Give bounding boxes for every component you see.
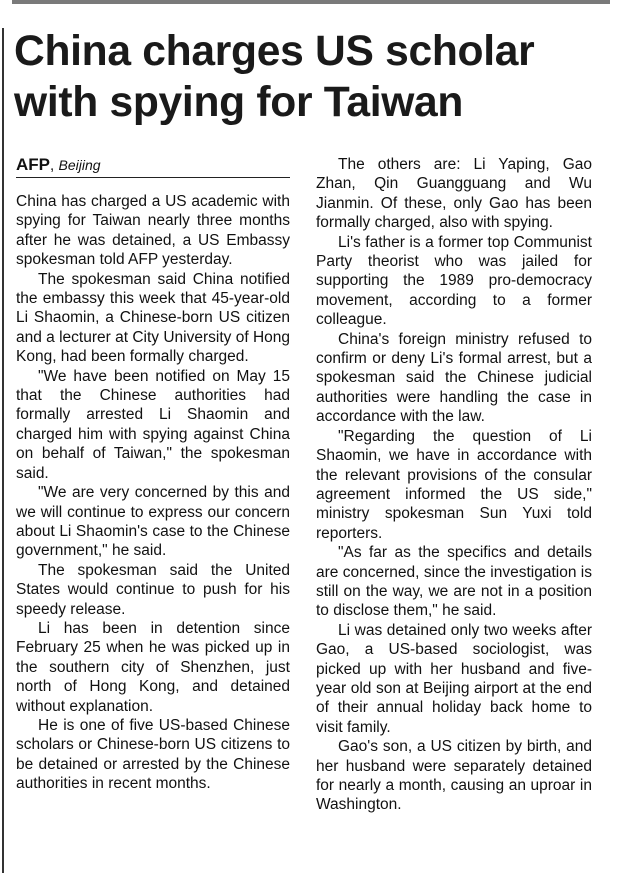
paragraph: "Regarding the question of Li Shaomin, we have in accordance with the relevant provisions of the consular agreement informed the US side," ministry spokesman Sun Yuxi told reporters. [316,427,592,542]
byline-separator: , [50,157,55,174]
headline: China charges US scholar with spying for Taiwan [14,27,535,126]
paragraph: "We are very concerned by this and we will continue to express our concern about Li Shaomin's case to the Chinese government," he said. [16,484,290,560]
paragraph: The spokesman said the United States would continue to push for his speedy release. [16,561,290,618]
paragraph: China's foreign ministry refused to confirm or deny Li's formal arrest, but a spokesman said the Chinese judicial authorities were handling the case in accordance with the law. [316,330,592,426]
paragraph: Li has been in detention since February 25 when he was picked up in the southern city of Shenzhen, just north of Hong Kong, and detained without explanation. [16,619,290,715]
paragraph: "As far as the specifics and details are concerned, since the investigation is still on the way, we are not in a position to disclose them," he said. [316,544,592,620]
byline [16,155,290,178]
paragraph: Gao's son, a US citizen by birth, and her husband were separately detained for nearly a month, causing an uproar in Washington. [316,738,592,814]
paragraph: He is one of five US-based Chinese scholars or Chinese-born US citizens to be detained or arrested by the Chinese authorities in recent months. [16,716,290,793]
byline-agency: AFP [16,155,50,174]
paragraph: "We have been notified on May 15 that the Chinese authorities had formally arrested Li Shaomin and charged him with spying against China on behalf of Taiwan," the spokesman said. [16,367,290,482]
paragraph: The spokesman said China notified the embassy this week that 45-year-old Li Shaomin, a Chinese-born US citizen and a lecturer at City University of Hong Kong, had been formally charged. [16,270,290,366]
left-column [16,155,290,794]
right-column [316,155,592,815]
left-rule [2,28,4,873]
paragraph: China has charged a US academic with spying for Taiwan nearly three months after he was detained, a US Embassy spokesman told AFP yesterday. [16,193,290,269]
byline-place: Beijing [58,157,101,173]
paragraph: The others are: Li Yaping, Gao Zhan, Qin Guangguang and Wu Jianmin. Of these, only Gao has been formally charged, also with spying. [316,156,592,232]
paragraph: Li's father is a former top Communist Party theorist who was jailed for supporting the 1989 pro-democracy movement, according to a former colleague. [316,233,592,329]
paragraph: Li was detained only two weeks after Gao, a US-based sociologist, was picked up with her husband and five-year old son at Beijing airport at the end of their annual holiday back home to visit family. [316,621,592,736]
top-rule [12,0,610,4]
